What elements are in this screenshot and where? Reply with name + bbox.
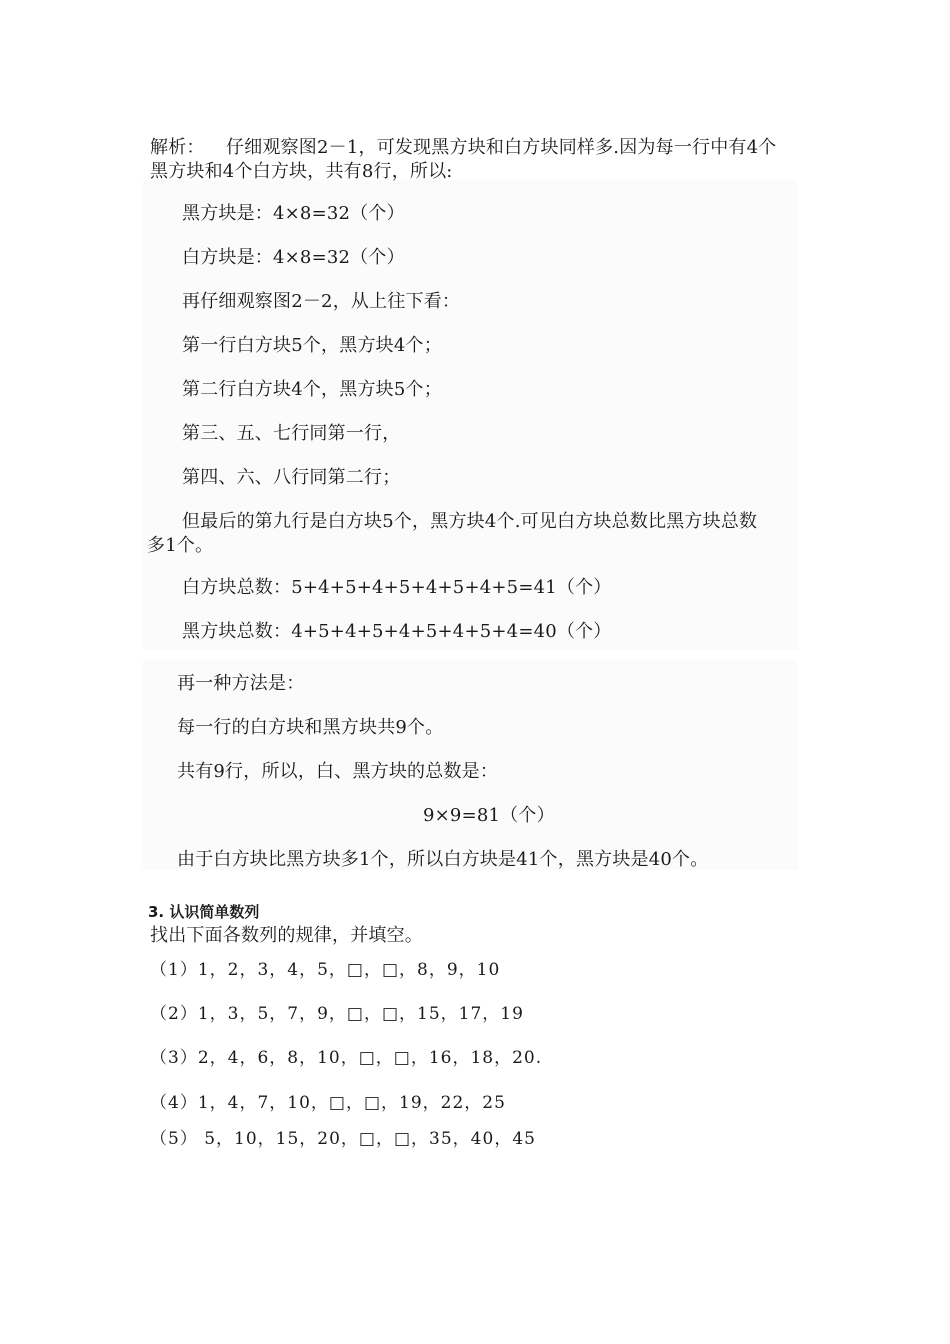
white-total-calc: 白方块总数：5+4+5+4+5+4+5+4+5=41（个） — [182, 577, 612, 598]
rows-468-note: 第四、六、八行同第二行； — [182, 467, 401, 488]
method2-formula: 9×9=81（个） — [423, 805, 555, 826]
method2-intro: 再一种方法是： — [177, 673, 305, 694]
method2-per-row: 每一行的白方块和黑方块共9个。 — [177, 717, 444, 738]
observe-figure-2-2: 再仔细观察图2－2，从上往下看： — [182, 291, 461, 312]
black-total-calc: 黑方块总数：4+5+4+5+4+5+4+5+4=40（个） — [182, 621, 612, 642]
analysis-intro-line1: 仔细观察图2－1，可发现黑方块和白方块同样多.因为每一行中有4个 — [226, 137, 777, 158]
sequence-item: （3）2，4，6，8，10，□，□，16，18，20. — [150, 1048, 543, 1068]
sequence-item: （2）1，3，5，7，9，□，□，15，17，19 — [150, 1004, 524, 1024]
method2-conclusion: 由于白方块比黑方块多1个，所以白方块是41个，黑方块是40个。 — [177, 849, 709, 870]
ninth-row-line1: 但最后的第九行是白方块5个，黑方块4个.可见白方块总数比黑方块总数 — [182, 511, 758, 532]
row1-counts: 第一行白方块5个，黑方块4个； — [182, 335, 442, 356]
sequence-item: （5） 5，10，15，20，□，□，35，40，45 — [150, 1129, 536, 1149]
black-block-calc: 黑方块是：4×8=32（个） — [182, 203, 405, 224]
row2-counts: 第二行白方块4个，黑方块5个； — [182, 379, 442, 400]
white-block-calc: 白方块是：4×8=32（个） — [182, 247, 405, 268]
rows-357-note: 第三、五、七行同第一行， — [182, 423, 401, 444]
section-instruction: 找出下面各数列的规律，并填空。 — [150, 925, 423, 946]
analysis-intro-line2: 黑方块和4个白方块，共有8行，所以: — [150, 161, 453, 182]
section-title: 3. 认识简单数列 — [148, 903, 260, 921]
method2-rows: 共有9行，所以，白、黑方块的总数是： — [177, 761, 499, 782]
sequence-item: （1）1，2，3，4，5，□，□，8，9，10 — [150, 960, 501, 980]
ninth-row-line2: 多1个。 — [147, 535, 214, 556]
analysis-label: 解析： — [150, 137, 205, 158]
sequence-item: （4）1，4，7，10，□，□，19，22，25 — [150, 1093, 506, 1113]
